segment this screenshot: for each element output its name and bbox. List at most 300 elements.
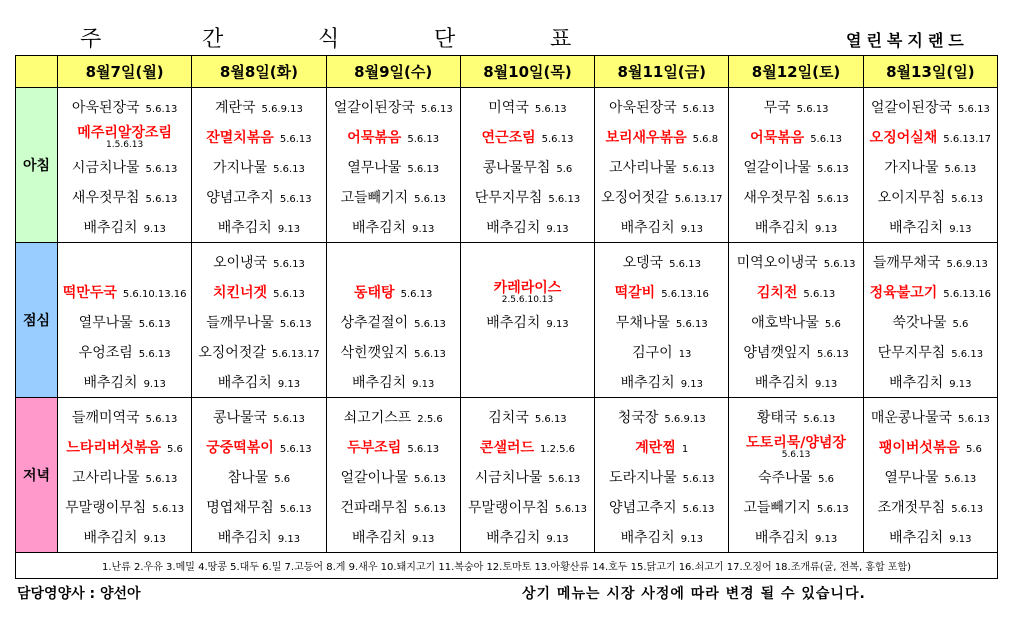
dish-name: 미역오이냉국 — [736, 254, 818, 271]
dish-name: 배추김치 — [83, 529, 138, 546]
menu-item — [327, 182, 460, 212]
allergen-codes: 5.6.13.17 — [271, 348, 320, 360]
allergen-codes: 9.13 — [680, 533, 703, 545]
organization-name: 열린복지랜드 — [846, 31, 969, 50]
allergen-codes: 5.6.9.13 — [664, 413, 706, 425]
dish-name: 배추김치 — [754, 219, 809, 236]
menu-item — [192, 402, 325, 432]
page-title — [80, 22, 580, 52]
allergen-codes: 5.6.13 — [138, 348, 171, 360]
menu-item-list — [192, 88, 325, 242]
menu-item — [595, 122, 728, 152]
menu-cell — [58, 398, 192, 553]
dish-name: 명엽채무침 — [206, 499, 274, 516]
allergen-codes: 9.13 — [412, 378, 435, 390]
dish-name: 팽이버섯볶음 — [878, 439, 960, 456]
menu-item-list — [729, 88, 862, 242]
menu-item-list — [461, 243, 594, 397]
menu-item — [461, 122, 594, 152]
dish-name: 궁중떡볶이 — [206, 439, 274, 456]
dish-name: 얼갈이나물 — [743, 159, 811, 176]
dish-name: 연근조림 — [481, 129, 536, 146]
menu-item — [729, 402, 862, 432]
allergen-codes: 5.6.13 — [555, 503, 587, 515]
dish-name: 열무나물 — [78, 314, 133, 331]
menu-item — [192, 122, 325, 152]
allergen-codes: 5.6.13 — [951, 348, 984, 360]
menu-item — [58, 122, 191, 152]
menu-item — [864, 277, 997, 307]
dish-name: 양념깻잎지 — [743, 344, 811, 361]
menu-item — [327, 212, 460, 242]
menu-item — [595, 432, 728, 462]
menu-cell — [863, 88, 997, 243]
menu-cell — [863, 398, 997, 553]
dish-name: 건파래무침 — [340, 499, 409, 516]
dish-name: 배추김치 — [352, 529, 407, 546]
menu-item-list — [327, 88, 460, 242]
menu-item — [461, 277, 594, 307]
allergen-codes: 5.6.13.16 — [943, 288, 992, 300]
menu-item — [864, 152, 997, 182]
dish-name: 오징어실채 — [869, 129, 938, 146]
menu-item-list — [461, 88, 594, 242]
allergen-codes: 5.6.13 — [279, 503, 312, 515]
menu-item — [864, 462, 997, 492]
menu-item-list — [327, 398, 460, 552]
menu-item — [729, 277, 862, 307]
dish-name: 얼갈이된장국 — [870, 99, 953, 116]
menu-item — [595, 307, 728, 337]
menu-cell — [326, 88, 460, 243]
dish-name: 참나물 — [227, 469, 269, 486]
allergen-codes: 9.13 — [680, 378, 703, 390]
allergen-codes: 5.6.13 — [273, 288, 305, 300]
allergen-codes: 5.6 — [274, 473, 291, 485]
menu-item — [327, 462, 460, 492]
allergen-codes: 9.13 — [680, 223, 703, 235]
allergen-codes: 5.6.13 — [273, 413, 305, 425]
allergen-codes: 9.13 — [277, 378, 301, 390]
menu-item — [58, 277, 191, 307]
dish-name: 애호박나물 — [751, 314, 819, 331]
day-header-row — [16, 56, 998, 88]
allergen-codes: 5.6.13 — [273, 258, 305, 270]
menu-item — [729, 522, 862, 552]
allergen-codes: 5.6.13 — [816, 503, 849, 515]
allergen-codes: 5.6.9.13 — [261, 103, 303, 115]
dish-name: 시금치나물 — [71, 159, 140, 176]
allergen-codes: 5.6.13 — [145, 413, 178, 425]
dish-name: 고사리나물 — [71, 469, 140, 486]
menu-item — [729, 337, 862, 367]
menu-item — [192, 92, 325, 122]
menu-item-list — [58, 398, 191, 552]
menu-item — [864, 247, 997, 277]
menu-item — [327, 277, 460, 307]
dish-name: 배추김치 — [217, 219, 272, 236]
allergen-codes: 5.6.8 — [692, 133, 719, 145]
dish-name: 김치국 — [488, 409, 529, 426]
allergen-codes: 9.13 — [143, 378, 166, 390]
menu-item — [461, 522, 594, 552]
allergen-codes: 5.6.13 — [675, 318, 708, 330]
menu-item — [461, 307, 594, 337]
allergen-codes: 5.6.13 — [682, 163, 715, 175]
dish-name: 메주리알장조림 — [77, 124, 172, 141]
allergen-codes: 5.6.13 — [944, 163, 977, 175]
menu-cell — [192, 398, 326, 553]
dish-name: 고들빼기지 — [340, 189, 409, 206]
allergen-codes: 5.6.13 — [407, 133, 440, 145]
menu-item — [58, 182, 191, 212]
menu-cell — [729, 88, 863, 243]
menu-cell — [863, 243, 997, 398]
allergen-codes: 5.6.13 — [145, 163, 178, 175]
dish-name: 고사리나물 — [609, 159, 677, 176]
meal-row-lunch — [16, 243, 998, 398]
menu-item — [327, 307, 460, 337]
menu-item-list — [327, 243, 460, 397]
menu-item — [729, 462, 862, 492]
allergen-codes: 5.6.13 — [273, 163, 305, 175]
allergen-codes: 5.6 — [824, 318, 841, 330]
menu-item — [595, 402, 728, 432]
menu-item — [729, 492, 862, 522]
menu-item — [595, 247, 728, 277]
allergen-codes: 5.6.13 — [803, 288, 836, 300]
menu-item — [192, 462, 325, 492]
allergen-codes: 5.6.9.13 — [946, 258, 988, 270]
menu-item — [864, 122, 997, 152]
dish-name: 배추김치 — [486, 219, 541, 236]
menu-cell — [192, 88, 326, 243]
dish-name: 잔멸치볶음 — [206, 129, 274, 146]
dish-name: 삭힌깻잎지 — [340, 344, 409, 361]
allergen-codes: 5.6.13 — [420, 103, 453, 115]
allergen-codes: 2.5.6 — [417, 413, 443, 425]
menu-item — [461, 152, 594, 182]
allergen-codes: 2.5.6.10.13 — [501, 294, 554, 305]
dish-name: 카레라이스 — [493, 279, 562, 296]
meal-label: 저녁 — [16, 398, 58, 553]
dish-name: 쇠고기스프 — [343, 409, 412, 426]
allergen-codes: 5.6.13 — [682, 473, 715, 485]
menu-item — [595, 182, 728, 212]
allergen-codes: 5.6.13 — [541, 133, 574, 145]
dish-name: 쑥갓나물 — [892, 314, 947, 331]
title-char: 간 — [202, 27, 224, 52]
dish-name: 김구이 — [632, 344, 673, 361]
menu-item — [192, 522, 325, 552]
dish-name: 오이냉국 — [212, 254, 268, 271]
dish-name: 새우젓무침 — [71, 189, 140, 206]
menu-item — [864, 307, 997, 337]
allergen-codes: 9.13 — [412, 223, 435, 235]
allergen-codes: 5.6.13 — [669, 258, 701, 270]
allergen-codes: 5.6.13.17 — [943, 133, 992, 145]
dish-name: 두부조림 — [347, 439, 402, 456]
allergen-codes: 1 — [681, 443, 689, 455]
allergen-codes: 5.6.13 — [534, 103, 567, 115]
allergen-codes: 5.6.13 — [414, 348, 446, 360]
allergen-codes: 5.6.10.13.16 — [122, 288, 187, 300]
menu-item — [729, 307, 862, 337]
menu-item — [327, 247, 460, 277]
allergen-codes: 5.6.13 — [279, 443, 312, 455]
menu-item — [595, 522, 728, 552]
menu-item — [58, 307, 191, 337]
dish-name: 오징어젓갈 — [198, 344, 266, 361]
allergen-codes: 5.6.13 — [816, 193, 849, 205]
menu-item — [461, 492, 594, 522]
dish-name: 열무나물 — [884, 469, 939, 486]
allergen-codes: 9.13 — [949, 378, 972, 390]
corner-cell — [16, 56, 58, 88]
menu-item — [864, 337, 997, 367]
menu-cell — [460, 398, 594, 553]
menu-item — [58, 247, 191, 277]
dish-name: 오뎅국 — [622, 254, 664, 271]
dish-name: 정육불고기 — [869, 284, 938, 301]
menu-item — [192, 307, 325, 337]
allergen-codes: 5.6.13 — [279, 193, 312, 205]
allergen-codes: 5.6.13 — [407, 163, 440, 175]
menu-item — [461, 402, 594, 432]
menu-item-list — [729, 243, 862, 397]
allergen-codes: 9.13 — [546, 533, 569, 545]
menu-item-list — [595, 88, 728, 242]
dish-name: 떡갈비 — [614, 284, 656, 301]
allergen-codes: 5.6.13 — [145, 103, 178, 115]
allergen-codes: 5.6.13 — [414, 473, 446, 485]
allergen-codes: 5.6.13.16 — [661, 288, 709, 300]
dish-name: 오이지무침 — [877, 189, 946, 206]
menu-item — [192, 367, 325, 397]
allergen-codes: 5.6.13 — [816, 163, 849, 175]
menu-item-list — [729, 398, 862, 552]
dish-name: 배추김치 — [352, 374, 407, 391]
dish-name: 콩나물무침 — [482, 159, 551, 176]
dish-name: 시금치나물 — [474, 469, 543, 486]
dish-name: 배추김치 — [486, 314, 541, 331]
menu-item — [327, 92, 460, 122]
dish-name: 매운콩나물국 — [870, 409, 953, 426]
dish-name: 떡만두국 — [62, 284, 117, 301]
dish-name: 들깨미역국 — [71, 409, 140, 426]
menu-item — [327, 367, 460, 397]
menu-item — [595, 492, 728, 522]
change-notice: 상기 메뉴는 시장 사정에 따라 변경 될 수 있습니다. — [522, 586, 866, 602]
menu-item — [58, 402, 191, 432]
dish-name: 보리새우볶음 — [605, 129, 687, 146]
menu-item — [729, 152, 862, 182]
allergen-codes: 5.6 — [556, 163, 573, 175]
menu-item — [461, 337, 594, 367]
dish-name: 아욱된장국 — [71, 99, 140, 116]
allergy-legend: 1.난류 2.우유 3.메밀 4.땅콩 5.대두 6.밀 7.고등어 8.게 9.새우 10.돼지고기 11.복숭아 12.토마토 13.아황산류 14.호두 15.닭고기 16.쇠고기 17.오징어 18.조개류(굴, 전복, 홍합 포함) — [16, 553, 998, 579]
menu-cell — [729, 398, 863, 553]
menu-item — [461, 212, 594, 242]
dish-name: 양념고추지 — [206, 189, 274, 206]
dish-name: 무국 — [763, 99, 791, 116]
menu-cell — [460, 88, 594, 243]
meal-label: 아침 — [16, 88, 58, 243]
title-char: 단 — [434, 27, 456, 52]
allergen-codes: 5.6.13 — [414, 503, 446, 515]
menu-item — [58, 432, 191, 462]
menu-item — [595, 337, 728, 367]
allergen-codes: 5.6.13 — [145, 193, 178, 205]
allergen-codes: 5.6.13 — [548, 193, 581, 205]
dish-name: 느타리버섯볶음 — [66, 439, 162, 456]
title-char: 식 — [318, 27, 340, 52]
allergen-codes: 9.13 — [143, 533, 166, 545]
menu-item — [864, 367, 997, 397]
menu-cell — [460, 243, 594, 398]
allergen-codes: 5.6.13 — [951, 503, 984, 515]
dish-name: 양념고추지 — [609, 499, 677, 516]
dish-name: 배추김치 — [83, 374, 138, 391]
menu-item — [58, 152, 191, 182]
dish-name: 단무지무침 — [877, 344, 946, 361]
meal-label: 점심 — [16, 243, 58, 398]
menu-item-list — [192, 243, 325, 397]
allergy-legend-row — [16, 553, 998, 579]
day-header: 8월9일(수) — [326, 56, 460, 88]
menu-item — [192, 337, 325, 367]
menu-item — [864, 212, 997, 242]
dish-name: 숙주나물 — [758, 469, 813, 486]
allergen-codes: 5.6.13 — [407, 443, 440, 455]
allergen-codes: 5.6.13.17 — [674, 193, 723, 205]
menu-item — [58, 462, 191, 492]
menu-item — [327, 492, 460, 522]
dish-name: 우엉조림 — [78, 344, 133, 361]
dish-name: 동태탕 — [354, 284, 395, 301]
dish-name: 배추김치 — [83, 219, 138, 236]
dish-name: 얼갈이된장국 — [333, 99, 415, 116]
title-char: 주 — [80, 27, 102, 52]
dietitian-name: 담당영양사 : 양선아 — [17, 586, 141, 602]
menu-item — [729, 367, 862, 397]
menu-item — [58, 367, 191, 397]
menu-item — [192, 152, 325, 182]
menu-item — [595, 277, 728, 307]
allergen-codes: 5.6.13 — [803, 413, 836, 425]
menu-item — [461, 432, 594, 462]
menu-item — [192, 182, 325, 212]
menu-item — [864, 92, 997, 122]
meal-row-breakfast — [16, 88, 998, 243]
dish-name: 고들빼기지 — [743, 499, 811, 516]
menu-item — [864, 492, 997, 522]
menu-item — [327, 522, 460, 552]
menu-item — [58, 92, 191, 122]
allergen-codes: 9.13 — [949, 223, 972, 235]
dish-name: 도라지나물 — [609, 469, 677, 486]
menu-cell — [595, 243, 729, 398]
menu-cell — [326, 243, 460, 398]
menu-item-list — [864, 243, 997, 397]
allergen-codes: 5.6.13 — [781, 449, 811, 460]
menu-item-list — [595, 243, 728, 397]
dish-name: 계란국 — [214, 99, 256, 116]
menu-cell — [595, 398, 729, 553]
allergen-codes: 5.6.13 — [682, 103, 715, 115]
allergen-codes: 5.6.13 — [958, 103, 990, 115]
allergen-codes: 9.13 — [277, 533, 301, 545]
menu-cell — [192, 243, 326, 398]
allergen-codes: 5.6.13 — [796, 103, 829, 115]
weekly-menu-table — [15, 55, 998, 579]
dish-name: 배추김치 — [620, 374, 675, 391]
allergen-codes: 9.13 — [814, 378, 838, 390]
allergen-codes: 5.6 — [818, 473, 835, 485]
menu-item — [461, 182, 594, 212]
menu-cell — [729, 243, 863, 398]
menu-item — [864, 182, 997, 212]
meal-row-dinner — [16, 398, 998, 553]
allergen-codes: 5.6.13 — [958, 413, 990, 425]
day-header: 8월8일(화) — [192, 56, 326, 88]
allergen-codes: 5.6.13 — [400, 288, 433, 300]
menu-item — [192, 212, 325, 242]
allergen-codes: 9.13 — [814, 533, 838, 545]
dish-name: 무말랭이무침 — [468, 499, 550, 516]
menu-item — [192, 492, 325, 522]
menu-item — [729, 212, 862, 242]
dish-name: 미역국 — [488, 99, 529, 116]
allergen-codes: 5.6 — [167, 443, 183, 455]
dish-name: 배추김치 — [754, 374, 809, 391]
day-header: 8월13일(일) — [863, 56, 997, 88]
dish-name: 아욱된장국 — [609, 99, 677, 116]
dish-name: 황태국 — [756, 409, 798, 426]
menu-item — [461, 462, 594, 492]
dish-name: 어묵볶음 — [750, 129, 805, 146]
dish-name: 얼갈이나물 — [340, 469, 409, 486]
menu-item — [327, 337, 460, 367]
menu-cell — [58, 88, 192, 243]
dish-name: 계란찜 — [635, 439, 676, 456]
title-char: 표 — [550, 27, 572, 52]
dish-name: 도토리묵/양념장 — [746, 434, 846, 451]
allergen-codes: 9.13 — [143, 223, 166, 235]
dish-name: 가지나물 — [884, 159, 939, 176]
menu-item — [729, 122, 862, 152]
dish-name: 새우젓무침 — [743, 189, 811, 206]
dish-name: 김치전 — [756, 284, 798, 301]
dish-name: 배추김치 — [889, 219, 944, 236]
allergen-codes: 5.6.13 — [816, 348, 849, 360]
menu-item — [192, 247, 325, 277]
dish-name: 배추김치 — [620, 219, 675, 236]
menu-item — [327, 402, 460, 432]
allergen-codes: 5.6.13 — [534, 413, 567, 425]
dish-name: 들깨무채국 — [872, 254, 941, 271]
menu-item — [327, 432, 460, 462]
dish-name: 배추김치 — [889, 529, 944, 546]
dish-name: 상추겉절이 — [340, 314, 409, 331]
dish-name: 배추김치 — [754, 529, 809, 546]
menu-item — [729, 432, 862, 462]
dish-name: 무채나물 — [615, 314, 670, 331]
menu-item — [58, 492, 191, 522]
dish-name: 열무나물 — [347, 159, 402, 176]
dish-name: 배추김치 — [620, 529, 675, 546]
allergen-codes: 5.6.13 — [823, 258, 856, 270]
